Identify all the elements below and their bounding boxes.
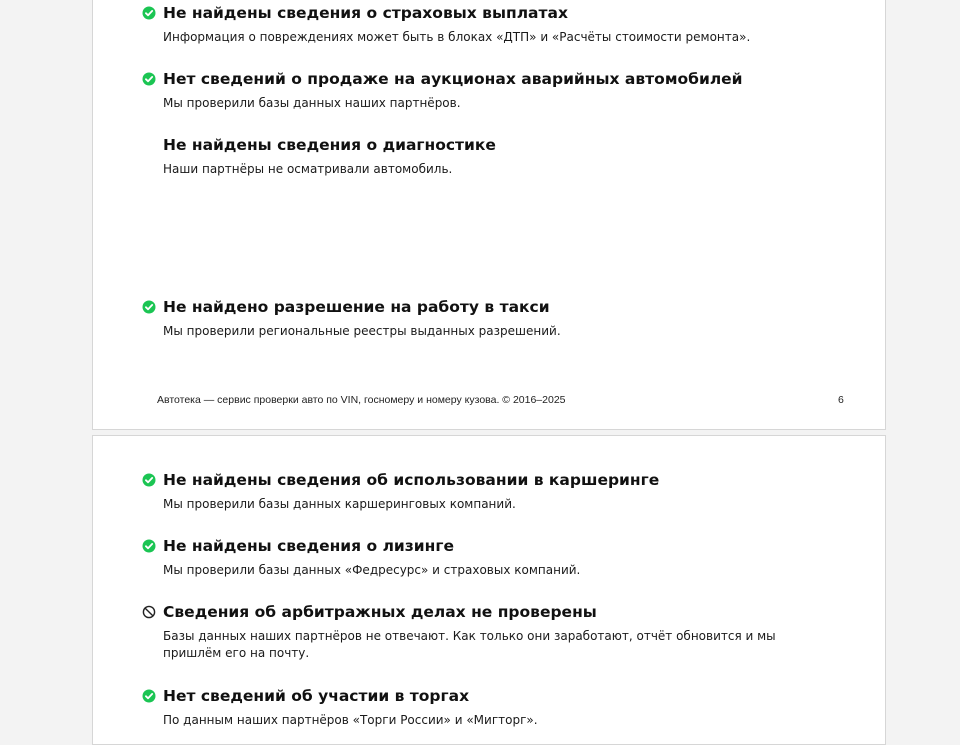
page-number: 6	[838, 394, 844, 406]
check-item-description: Наши партнёры не осматривали автомобиль.	[163, 162, 453, 176]
check-item-title: Не найдено разрешение на работу в такси	[163, 298, 550, 316]
check-item-description: По данным наших партнёров «Торги России» и «Мигторг».	[163, 713, 538, 727]
check-item-description: Мы проверили базы данных наших партнёров.	[163, 96, 461, 110]
check-circle-icon	[142, 689, 156, 703]
check-item-title: Не найдены сведения о страховых выплатах	[163, 4, 568, 22]
check-item-description: Базы данных наших партнёров не отвечают. Как только они заработают, отчёт обновится и мы пришлём его на почту.	[163, 629, 776, 660]
check-item-title: Не найдены сведения об использовании в каршеринге	[163, 471, 660, 489]
check-item-title: Нет сведений об участии в торгах	[163, 687, 470, 705]
check-circle-icon	[142, 473, 156, 487]
check-circle-icon	[142, 539, 156, 553]
check-item-title: Сведения об арбитражных делах не проверены	[163, 603, 597, 621]
check-item-title: Нет сведений о продаже на аукционах аварийных автомобилей	[163, 70, 743, 88]
page-footer-text: Автотека — сервис проверки авто по VIN, госномеру и номеру кузова. © 2016–2025	[157, 394, 566, 406]
check-circle-icon	[142, 300, 156, 314]
check-item-description: Информация о повреждениях может быть в блоках «ДТП» и «Расчёты стоимости ремонта».	[163, 30, 751, 44]
check-item-description: Мы проверили региональные реестры выданных разрешений.	[163, 324, 561, 338]
check-item-description: Мы проверили базы данных «Федресурс» и страховых компаний.	[163, 563, 581, 577]
report-page-7	[92, 435, 886, 745]
check-item-title: Не найдены сведения о диагностике	[163, 136, 496, 154]
check-circle-icon	[142, 72, 156, 86]
check-circle-icon	[142, 6, 156, 20]
not-checked-icon	[142, 605, 156, 619]
check-item-description: Мы проверили базы данных каршеринговых компаний.	[163, 497, 516, 511]
check-item-title: Не найдены сведения о лизинге	[163, 537, 454, 555]
report-page-6	[92, 0, 886, 430]
